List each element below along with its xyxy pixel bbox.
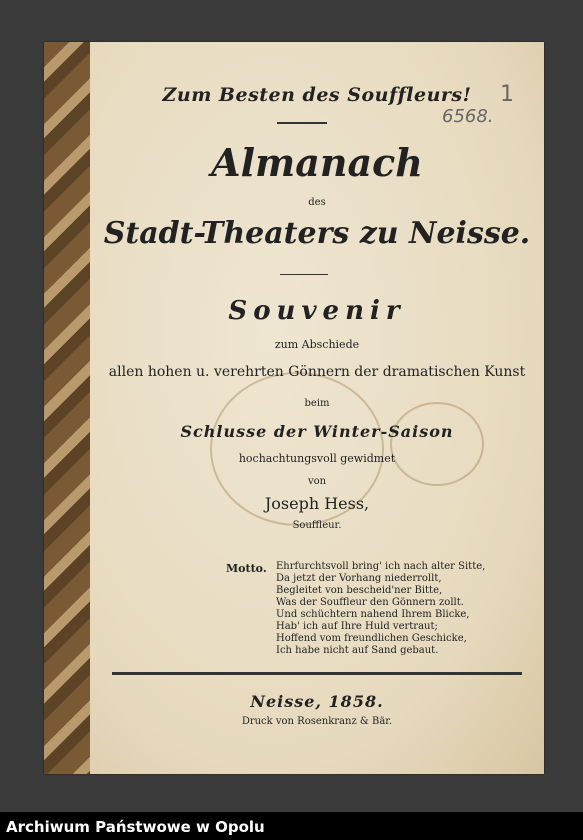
imprint-place-year: Neisse, 1858.	[250, 692, 384, 711]
archive-footer	[0, 812, 583, 840]
souvenir-line: zum Abschiede	[274, 338, 360, 351]
imprint-printer: Druck von Rosenkranz & Bär.	[241, 716, 393, 727]
water-stain	[390, 402, 484, 486]
souvenir-heading: Souvenir	[228, 296, 406, 326]
author-name: Joseph Hess,	[264, 494, 370, 513]
motto-line: Hoffend vom freundlichen Geschicke,	[276, 633, 467, 644]
souvenir-line: allen hohen u. verehrten Gönnern der dramatischen Kunst	[108, 364, 526, 380]
motto-line: Da jetzt der Vorhang niederrollt,	[276, 573, 442, 584]
divider	[277, 122, 327, 124]
souvenir-line: von	[307, 476, 327, 487]
motto-line: Ich habe nicht auf Sand gebaut.	[276, 645, 439, 656]
benefit-line: Zum Besten des Souffleurs!	[162, 84, 472, 106]
motto-label: Motto.	[226, 562, 267, 575]
motto-verse	[276, 561, 516, 657]
divider	[280, 274, 328, 275]
bottom-rule	[112, 672, 522, 675]
souvenir-line: hochachtungsvoll gewidmet	[238, 452, 396, 465]
almanac-cover	[44, 42, 544, 774]
motto-line: Was der Souffleur den Gönnern zollt.	[276, 597, 464, 608]
motto-line: Begleitet von bescheid'ner Bitte,	[276, 585, 443, 596]
motto-line: Und schüchtern nahend Ihrem Blicke,	[276, 609, 470, 620]
book-spine	[44, 42, 92, 774]
pencil-mark: 1	[500, 82, 514, 107]
title-theater: Stadt-Theaters zu Neisse.	[103, 216, 531, 251]
title-des: des	[308, 197, 326, 208]
title-almanach: Almanach	[211, 140, 423, 185]
author-role: Souffleur.	[292, 520, 342, 531]
motto-line: Hab' ich auf Ihre Huld vertraut;	[276, 621, 438, 632]
pencil-shelfmark: 6568.	[442, 106, 494, 127]
souvenir-line: beim	[304, 398, 330, 409]
motto-line: Ehrfurchtsvoll bring' ich nach alter Sitte,	[276, 561, 486, 572]
archive-name: Archiwum Państwowe w Opolu	[6, 818, 265, 836]
season-line: Schlusse der Winter-Saison	[180, 422, 454, 441]
title-page	[90, 42, 544, 774]
